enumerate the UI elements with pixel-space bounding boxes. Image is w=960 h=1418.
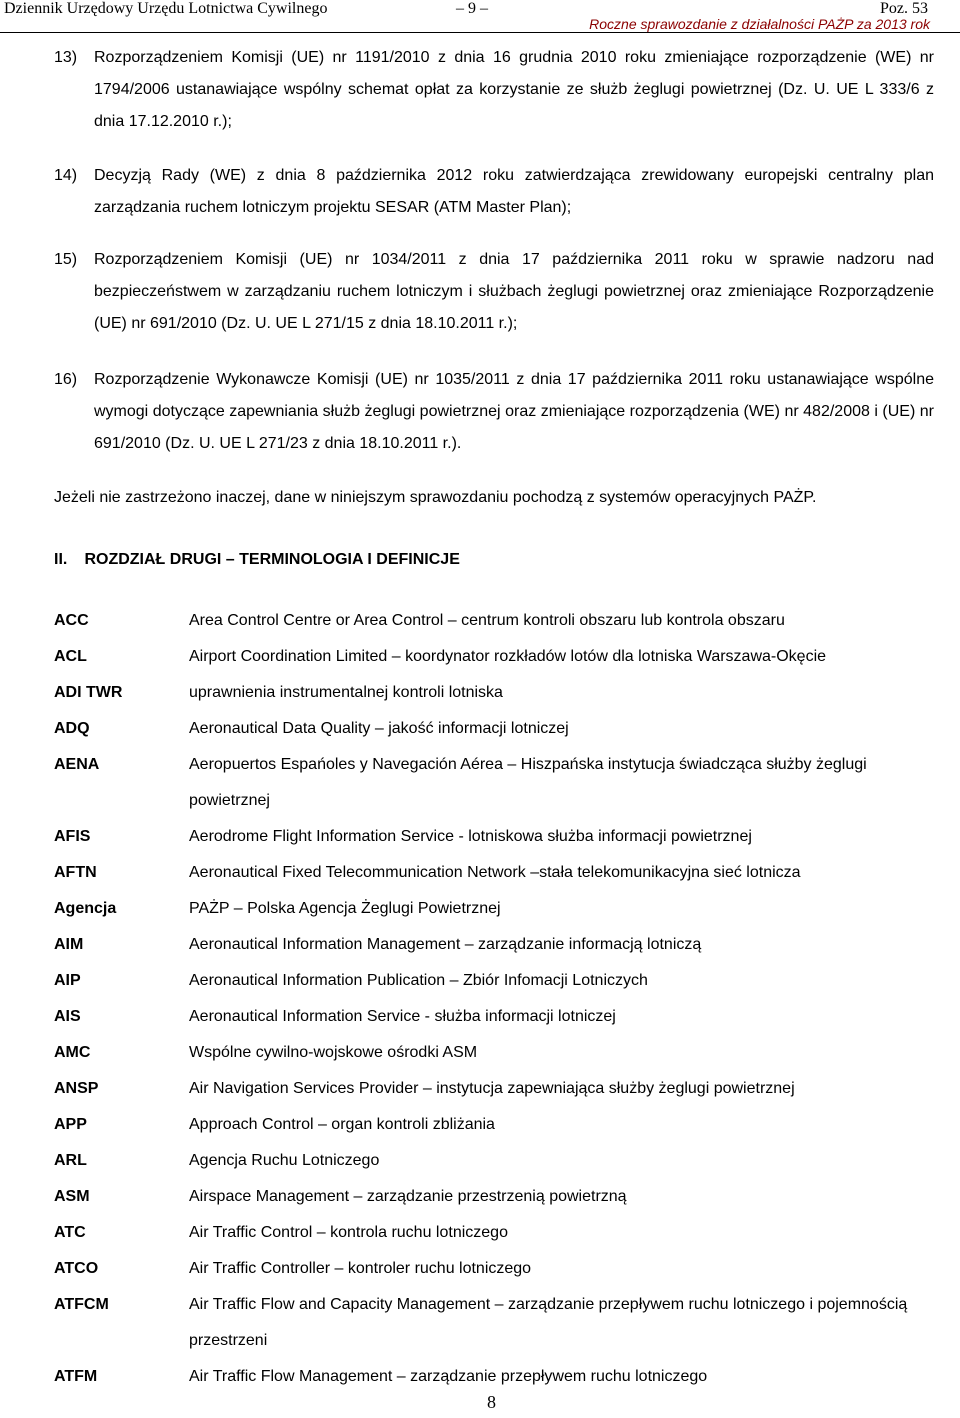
list-item-15 [54, 244, 934, 340]
term-abbreviation: Agencja [54, 900, 117, 917]
list-item-text: Rozporządzeniem Komisji (UE) nr 1034/2011 z dnia 17 października 2011 roku w sprawie nadzoru nad bezpieczeństwem w zarządzaniu ruchem lotniczym i służbach żeglugi powietrznej oraz zmieniające Rozporządzenie (UE) nr 691/2010 (Dz. U. UE L 271/15 z dnia 18.10.2011 r.); [94, 251, 934, 332]
term-definition: Aeronautical Information Service - służba informacji lotniczej [189, 1008, 616, 1025]
position-number: Poz. 53 [880, 0, 928, 17]
term-abbreviation: AENA [54, 756, 100, 773]
chapter-heading [54, 544, 460, 576]
term-abbreviation: AMC [54, 1044, 91, 1061]
list-item-number: 16) [54, 371, 78, 388]
term-abbreviation: ADQ [54, 720, 90, 737]
term-abbreviation: ATC [54, 1224, 86, 1241]
term-definition: Aeronautical Data Quality – jakość informacji lotniczej [189, 720, 569, 737]
term-definition: PAŻP – Polska Agencja Żeglugi Powietrznej [189, 900, 501, 917]
terminology-list [54, 603, 934, 1395]
chapter-number: II. [54, 551, 68, 568]
term-abbreviation: ANSP [54, 1080, 99, 1097]
data-source-note: Jeżeli nie zastrzeżono inaczej, dane w niniejszym sprawozdaniu pochodzą z systemów operacyjnych PAŻP. [54, 489, 817, 506]
term-definition: Area Control Centre or Area Control – centrum kontroli obszaru lub kontrola obszaru [189, 612, 785, 629]
term-row [54, 891, 934, 927]
term-row [54, 711, 934, 747]
term-row [54, 639, 934, 675]
term-definition: Wspólne cywilno-wojskowe ośrodki ASM [189, 1044, 478, 1061]
term-abbreviation: AIM [54, 936, 84, 953]
term-abbreviation: ATFM [54, 1368, 98, 1385]
term-row [54, 1143, 934, 1179]
term-definition: Agencja Ruchu Lotniczego [189, 1152, 380, 1169]
term-row [54, 1215, 934, 1251]
term-definition: Airport Coordination Limited – koordynator rozkładów lotów dla lotniska Warszawa-Okęcie [189, 648, 827, 665]
term-definition: Air Navigation Services Provider – instytucja zapewniająca służby żeglugi powietrznej [189, 1080, 795, 1097]
page-header [0, 0, 960, 40]
list-item-16 [54, 364, 934, 460]
term-definition: Airspace Management – zarządzanie przestrzenią powietrzną [189, 1188, 627, 1205]
term-abbreviation: ACC [54, 612, 89, 629]
list-item-number: 13) [54, 49, 78, 66]
term-row [54, 999, 934, 1035]
term-abbreviation: APP [54, 1116, 87, 1133]
chapter-title: ROZDZIAŁ DRUGI – TERMINOLOGIA I DEFINICJE [84, 551, 460, 568]
term-definition: Aerodrome Flight Information Service - lotniskowa służba informacji powietrznej [189, 828, 752, 845]
term-abbreviation: ATCO [54, 1260, 99, 1277]
term-row [54, 1251, 934, 1287]
term-row [54, 603, 934, 639]
term-abbreviation: AIS [54, 1008, 81, 1025]
term-row [54, 927, 934, 963]
journal-title: Dziennik Urzędowy Urzędu Lotnictwa Cywilnego [4, 0, 328, 17]
header-divider [0, 32, 960, 33]
page-number: 8 [487, 1392, 496, 1412]
term-row [54, 1107, 934, 1143]
term-abbreviation: ASM [54, 1188, 90, 1205]
term-row [54, 963, 934, 999]
list-item-text: Decyzją Rady (WE) z dnia 8 października 2012 roku zatwierdzająca zrewidowany europejski centralny plan zarządzania ruchem lotniczym projektu SESAR (ATM Master Plan); [94, 167, 934, 216]
term-row [54, 1179, 934, 1215]
term-definition: Air Traffic Flow Management – zarządzanie przepływem ruchu lotniczego [189, 1368, 708, 1385]
term-abbreviation: AFIS [54, 828, 91, 845]
term-definition: Aeronautical Information Management – zarządzanie informacją lotniczą [189, 936, 702, 953]
term-row [54, 1287, 934, 1359]
term-abbreviation: AFTN [54, 864, 97, 881]
term-row [54, 819, 934, 855]
term-abbreviation: AIP [54, 972, 81, 989]
term-abbreviation: ATFCM [54, 1296, 109, 1313]
term-definition: Air Traffic Control – kontrola ruchu lotniczego [189, 1224, 508, 1241]
list-item-14 [54, 160, 934, 224]
journal-page-marker: – 9 – [456, 0, 488, 17]
term-row [54, 747, 934, 819]
term-definition: Air Traffic Controller – kontroler ruchu lotniczego [189, 1260, 532, 1277]
term-definition: Aeronautical Fixed Telecommunication Network –stała telekomunikacyjna sieć lotnicza [189, 864, 801, 881]
term-row [54, 675, 934, 711]
term-definition: Air Traffic Flow and Capacity Management – zarządzanie przepływem ruchu lotniczego i pojemnością przestrzeni [189, 1296, 908, 1349]
list-item-number: 15) [54, 251, 78, 268]
term-abbreviation: ARL [54, 1152, 87, 1169]
term-definition: Aeropuertos Espańoles y Navegación Aérea – Hiszpańska instytucja świadcząca służby żeglugi powietrznej [189, 756, 867, 809]
term-row [54, 1359, 934, 1395]
term-row [54, 1071, 934, 1107]
term-definition: Approach Control – organ kontroli zbliżania [189, 1116, 495, 1133]
term-definition: uprawnienia instrumentalnej kontroli lotniska [189, 684, 503, 701]
report-subtitle: Roczne sprawozdanie z działalności PAŻP za 2013 rok [589, 16, 930, 32]
term-abbreviation: ADI TWR [54, 684, 123, 701]
term-abbreviation: ACL [54, 648, 87, 665]
list-item-number: 14) [54, 167, 78, 184]
term-row [54, 1035, 934, 1071]
term-definition: Aeronautical Information Publication – Zbiór Infomacji Lotniczych [189, 972, 648, 989]
term-row [54, 855, 934, 891]
list-item-text: Rozporządzeniem Komisji (UE) nr 1191/2010 z dnia 16 grudnia 2010 roku zmieniające rozporządzenie (WE) nr 1794/2006 ustanawiające wspólny schemat opłat za korzystanie ze służb żeglugi powietrznej (Dz. U. UE L 333/6 z dnia 17.12.2010 r.); [94, 49, 934, 130]
list-item-text: Rozporządzenie Wykonawcze Komisji (UE) nr 1035/2011 z dnia 17 października 2011 roku ustanawiające wspólne wymogi dotyczące zapewniania służb żeglugi powietrznej oraz zmieniające rozporządzenia (WE) nr 482/2008 i (UE) nr 691/2010 (Dz. U. UE L 271/23 z dnia 18.10.2011 r.). [94, 371, 934, 452]
list-item-13 [54, 42, 934, 138]
